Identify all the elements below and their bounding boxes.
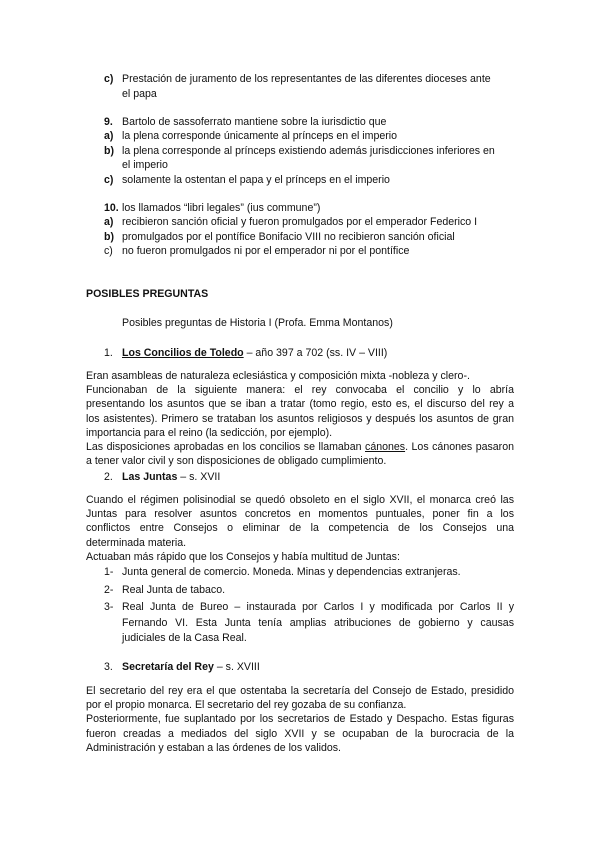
- q9-option-b-line2: el imperio: [122, 159, 168, 171]
- section-3-heading: [122, 661, 260, 674]
- section-3-dates: – s. XVIII: [213, 661, 260, 673]
- q10-stem: los llamados “libri legales” (ius commune”): [122, 202, 321, 214]
- q10-option-b-marker: b): [104, 231, 114, 243]
- juntas-item-3-line1: Real Junta de Bureo – instaurada por Carlos I y modificada por Carlos II y: [122, 601, 514, 613]
- section-1-dates: – año 397 a 702 (ss. IV – VIII): [243, 347, 388, 359]
- q8-option-c-marker: c): [104, 73, 114, 85]
- q9-option-a-marker: a): [104, 130, 114, 142]
- s2-paragraph-1-line2: Juntas para resolver asuntos concretos en momentos puntuales, poner fin a los: [86, 508, 514, 520]
- s3-paragraph-1-line1: El secretario del rey era el que ostentaba la secretaría del Consejo de Estado, presidido: [86, 685, 514, 697]
- section-2-title: Las Juntas: [122, 471, 178, 483]
- canones-term: cánones: [365, 441, 406, 453]
- juntas-item-2: Real Junta de tabaco.: [122, 584, 226, 596]
- q9-option-a: la plena corresponde únicamente al prínceps en el imperio: [122, 130, 398, 142]
- q10-option-a: recibieron sanción oficial y fueron promulgados por el emperador Federico I: [122, 216, 478, 228]
- s2-paragraph-1-line4: determinada materia.: [86, 537, 187, 549]
- s1-paragraph-2-line4: importancia para el reino (la sedicción, por ejemplo).: [86, 427, 333, 439]
- s3-paragraph-2-line1: Posteriormente, fue suplantado por los secretarios de Estado y Despacho. Estas figuras: [86, 713, 514, 725]
- q10-option-c-marker: c): [104, 245, 113, 257]
- juntas-item-3-line2: Fernando VI. Esta Junta tenía amplias atribuciones de gobierno y causas: [122, 617, 514, 629]
- q10-option-b: promulgados por el pontífice Bonifacio VIII no recibieron sanción oficial: [122, 231, 455, 243]
- q9-number: 9.: [104, 116, 113, 128]
- q9-option-c: solamente la ostentan el papa y el prínceps en el imperio: [122, 174, 390, 186]
- juntas-item-3-marker: 3-: [104, 601, 114, 613]
- s1-paragraph-2-line3: los asistentes). Primero se trataban los asuntos religiosos y después los asuntos de gran: [86, 413, 514, 425]
- section-1-title: Los Concilios de Toledo: [122, 347, 244, 359]
- section-2-dates: – s. XVII: [177, 471, 221, 483]
- juntas-item-3-line3: judiciales de la Casa Real.: [122, 632, 247, 644]
- juntas-item-2-marker: 2-: [104, 584, 114, 596]
- q9-stem: Bartolo de sassoferrato mantiene sobre la iurisdictio que: [122, 116, 387, 128]
- section-3-title: Secretaría del Rey: [122, 661, 214, 673]
- s1-paragraph-1: Eran asambleas de naturaleza eclesiástica y composición mixta -nobleza y clero-.: [86, 370, 470, 382]
- q8-option-c-line2: el papa: [122, 88, 157, 100]
- s1-paragraph-2-line2: presentando los asuntos que se iban a tratar (tomo regio, esto es, el discurso del rey a: [86, 398, 514, 410]
- section-1-number: 1.: [104, 347, 113, 359]
- s1-paragraph-3-line2: a tener valor civil y son disposiciones de obligado cumplimiento.: [86, 455, 387, 467]
- s2-paragraph-1-line3: conflictos entre Consejos o eliminar de la competencia de los Consejos una: [86, 522, 514, 534]
- q8-option-c-line1: Prestación de juramento de los representantes de las diferentes dioceses ante: [122, 73, 491, 85]
- section-3-number: 3.: [104, 661, 113, 673]
- s3-paragraph-2-line2: fueron creadas a mediados del siglo XVII y se ocupaban de la burocracia de la: [86, 728, 514, 740]
- q9-option-b-marker: b): [104, 145, 114, 157]
- s3-paragraph-2-line3: Administración y estaban a las órdenes de los validos.: [86, 742, 341, 754]
- section-2-heading: [122, 471, 220, 484]
- s2-paragraph-1-line1: Cuando el régimen polisinodial se quedó obsoleto en el siglo XVII, el monarca creó las: [86, 494, 514, 506]
- posibles-heading: POSIBLES PREGUNTAS: [86, 288, 209, 300]
- s1-p3-text-a: Las disposiciones aprobadas en los concilios se llamaban: [86, 441, 366, 453]
- section-2-number: 2.: [104, 471, 113, 483]
- juntas-item-1: Junta general de comercio. Moneda. Minas y dependencias extranjeras.: [122, 566, 461, 578]
- section-1-heading: [122, 347, 387, 360]
- s3-paragraph-1-line2: por el propio monarca. El secretario del rey gozaba de su confianza.: [86, 699, 407, 711]
- s1-paragraph-2-line1: Funcionaban de la siguiente manera: el rey convocaba el concilio y lo abría: [86, 384, 514, 396]
- s1-p3-text-b: . Los cánones pasaron: [405, 441, 514, 453]
- q9-option-c-marker: c): [104, 174, 114, 186]
- q10-option-c: no fueron promulgados ni por el emperador ni por el pontífice: [122, 245, 410, 257]
- q9-option-b-line1: la plena corresponde al prínceps existiendo además jurisdicciones inferiores en: [122, 145, 495, 157]
- posibles-subtitle: Posibles preguntas de Historia I (Profa. Emma Montanos): [122, 317, 393, 329]
- q10-number: 10.: [104, 202, 119, 214]
- s2-paragraph-2: Actuaban más rápido que los Consejos y había multitud de Juntas:: [86, 551, 400, 563]
- s1-paragraph-3-line1: [86, 441, 514, 454]
- juntas-item-1-marker: 1-: [104, 566, 114, 578]
- q10-option-a-marker: a): [104, 216, 114, 228]
